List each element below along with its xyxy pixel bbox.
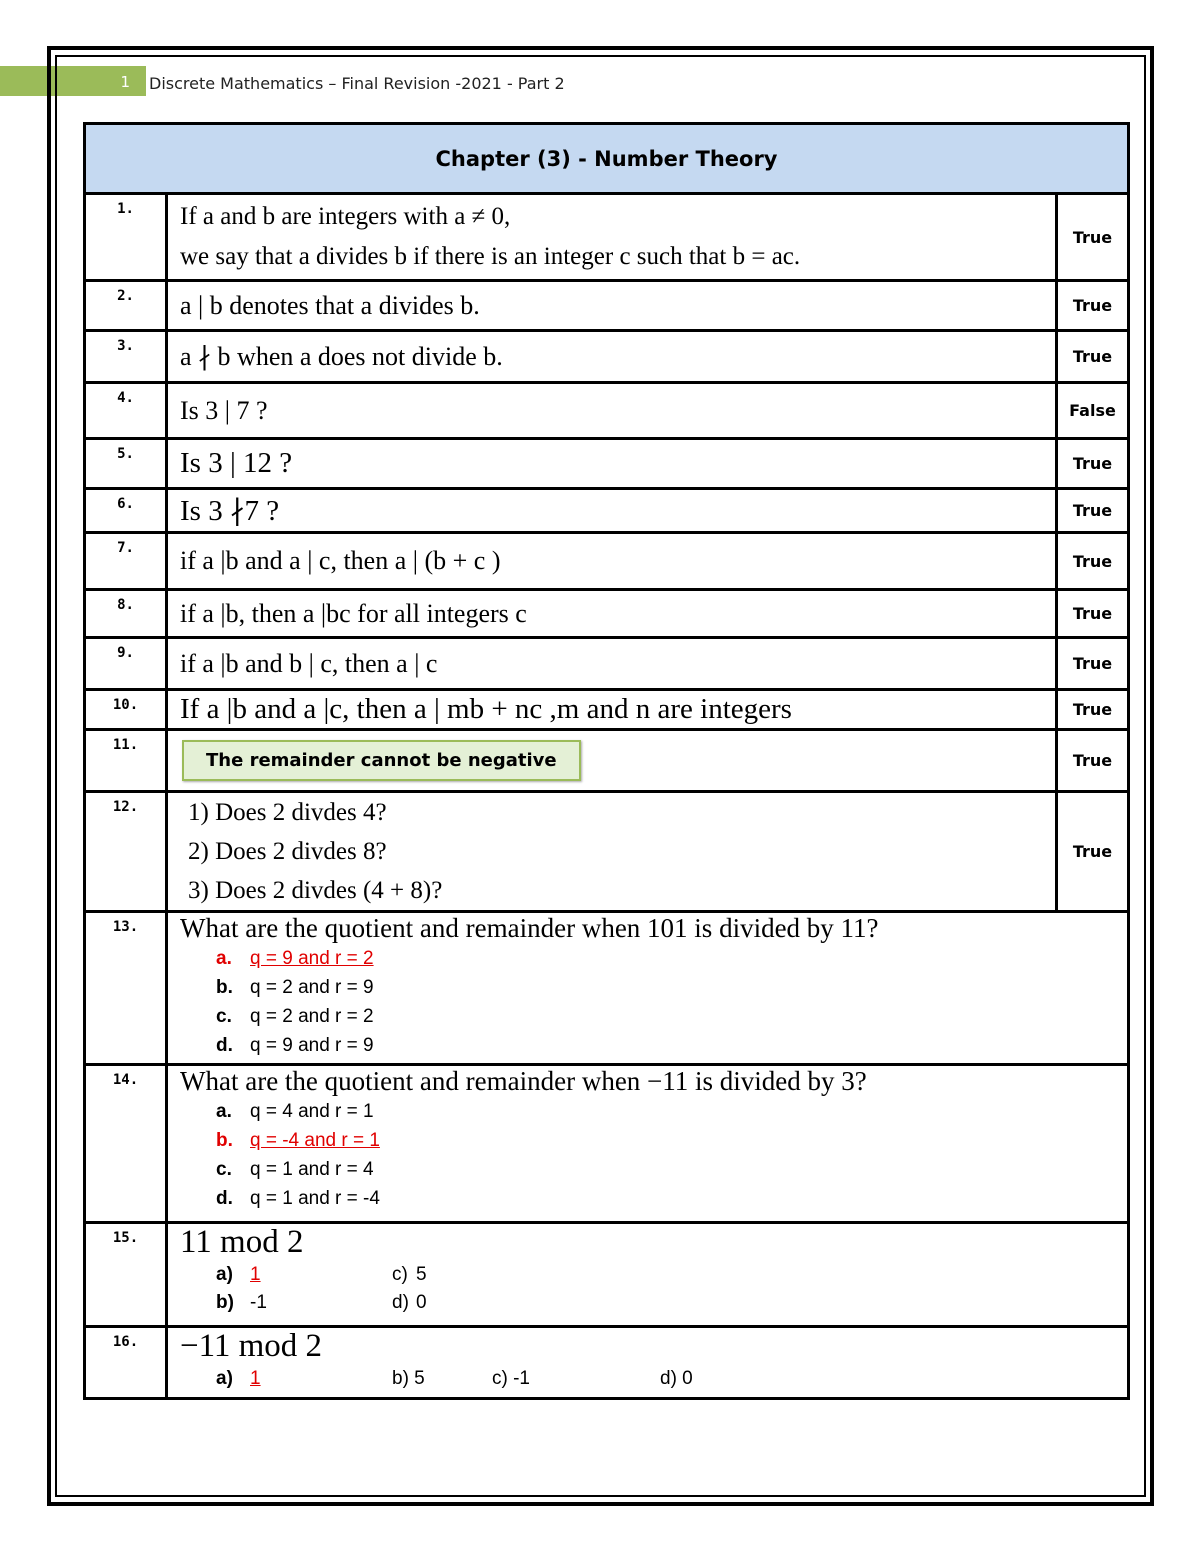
option-label: c): [392, 1264, 408, 1285]
answer-cell: False: [1057, 383, 1129, 439]
answer-cell: True: [1057, 194, 1129, 281]
answer-cell: True: [1057, 590, 1129, 638]
option-text: q = -4 and r = 1: [250, 1130, 380, 1151]
question-line: 3) Does 2 divdes (4 + 8)?: [188, 877, 443, 904]
question-line: 1) Does 2 divdes 4?: [188, 799, 387, 826]
option: [216, 1155, 1115, 1184]
page-number: 1: [120, 73, 130, 91]
row-number: 15.: [85, 1223, 167, 1327]
question-cell: [167, 792, 1057, 912]
options-row: [180, 1365, 1115, 1393]
answer-cell: True: [1057, 281, 1129, 331]
option-text: q = 4 and r = 1: [250, 1101, 374, 1122]
question-text: What are the quotient and remainder when −11 is divided by 3?: [180, 1066, 867, 1096]
table-row: [85, 730, 1129, 792]
row-number: 9.: [85, 638, 167, 690]
row-number: 3.: [85, 331, 167, 383]
option-label: c.: [216, 1006, 232, 1027]
remainder-note-box: The remainder cannot be negative: [182, 740, 581, 781]
table-row: [85, 194, 1129, 281]
row-number: 13.: [85, 912, 167, 1065]
option: [216, 1002, 1115, 1031]
option-label: a.: [216, 1101, 232, 1122]
option-label: d.: [216, 1035, 233, 1056]
question-text: if a |b, then a |bc for all integers c: [167, 590, 1057, 638]
option-text: c) -1: [492, 1368, 530, 1389]
option-label: a): [216, 1264, 233, 1285]
options-row: [216, 1261, 1115, 1289]
question-cell: [167, 1065, 1129, 1223]
table-row: [85, 912, 1129, 1065]
option-label: b): [216, 1292, 234, 1313]
option-text: 0: [416, 1292, 427, 1313]
question-cell: [167, 1327, 1129, 1399]
row-number: 10.: [85, 690, 167, 730]
row-number: 6.: [85, 489, 167, 533]
option-correct: [216, 1126, 1115, 1155]
option-text: q = 9 and r = 2: [250, 948, 374, 969]
table-row: [85, 439, 1129, 489]
option-label: a): [216, 1368, 233, 1389]
question-text: a ∤ b when a does not divide b.: [167, 331, 1057, 383]
question-cell: [167, 730, 1057, 792]
table-row: [85, 281, 1129, 331]
option-correct: 1: [250, 1264, 261, 1285]
option-text: 5: [416, 1264, 427, 1285]
table-row: [85, 383, 1129, 439]
answer-cell: True: [1057, 439, 1129, 489]
option-label: b.: [216, 1130, 233, 1151]
question-text: Is 3 | 12 ?: [167, 439, 1057, 489]
option: [216, 973, 1115, 1002]
question-cell: [167, 1223, 1129, 1327]
row-number: 5.: [85, 439, 167, 489]
question-text: if a |b and b | c, then a | c: [167, 638, 1057, 690]
table-row: [85, 590, 1129, 638]
option-correct: 1: [250, 1368, 261, 1389]
table-row: [85, 792, 1129, 912]
answer-cell: True: [1057, 792, 1129, 912]
question-line: If a and b are integers with a ≠ 0,: [180, 203, 511, 230]
row-number: 12.: [85, 792, 167, 912]
question-text: −11 mod 2: [180, 1328, 323, 1364]
option-label: b.: [216, 977, 233, 998]
option-text: -1: [250, 1292, 267, 1313]
table-row: [85, 533, 1129, 590]
options-row: [216, 1289, 1115, 1317]
question-cell: [167, 912, 1129, 1065]
option-label: a.: [216, 948, 232, 969]
option: [216, 1097, 1115, 1126]
option-text: d) 0: [660, 1368, 693, 1389]
row-number: 2.: [85, 281, 167, 331]
question-text: What are the quotient and remainder when 101 is divided by 11?: [180, 913, 879, 943]
row-number: 11.: [85, 730, 167, 792]
options-grid: [180, 1261, 1115, 1317]
option: [216, 1031, 1115, 1060]
table-row: [85, 690, 1129, 730]
answer-cell: True: [1057, 690, 1129, 730]
row-number: 14.: [85, 1065, 167, 1223]
question-text: Is 3 ∤7 ?: [167, 489, 1057, 533]
revision-table: [83, 122, 1130, 1400]
option-text: q = 1 and r = 4: [250, 1159, 374, 1180]
options-list: [180, 1097, 1115, 1213]
table-row: [85, 1223, 1129, 1327]
answer-cell: True: [1057, 489, 1129, 533]
question-line: 2) Does 2 divdes 8?: [188, 838, 387, 865]
question-text: if a |b and a | c, then a | (b + c ): [167, 533, 1057, 590]
row-number: 8.: [85, 590, 167, 638]
option-text: b) 5: [392, 1368, 425, 1389]
chapter-title: Chapter (3) - Number Theory: [85, 124, 1129, 194]
option-correct: [216, 944, 1115, 973]
option-label: d.: [216, 1188, 233, 1209]
answer-cell: True: [1057, 331, 1129, 383]
question-line: we say that a divides b if there is an integer c such that b = ac.: [180, 243, 801, 270]
row-number: 7.: [85, 533, 167, 590]
table-row: [85, 331, 1129, 383]
options-list: [180, 944, 1115, 1060]
table-row: [85, 1065, 1129, 1223]
question-text: a | b denotes that a divides b.: [167, 281, 1057, 331]
question-text: 11 mod 2: [180, 1224, 304, 1260]
option-text: q = 2 and r = 2: [250, 1006, 374, 1027]
document-header-title: Discrete Mathematics – Final Revision -2021 - Part 2: [149, 74, 565, 93]
answer-cell: True: [1057, 638, 1129, 690]
row-number: 4.: [85, 383, 167, 439]
question-cell: [167, 194, 1057, 281]
option-text: q = 1 and r = -4: [250, 1188, 380, 1209]
question-text: If a |b and a |c, then a | mb + nc ,m and n are integers: [167, 690, 1057, 730]
table-row: [85, 489, 1129, 533]
question-text: Is 3 | 7 ?: [167, 383, 1057, 439]
table-row: [85, 1327, 1129, 1399]
row-number: 16.: [85, 1327, 167, 1399]
table-row: [85, 638, 1129, 690]
option: [216, 1184, 1115, 1213]
option-label: c.: [216, 1159, 232, 1180]
option-text: q = 9 and r = 9: [250, 1035, 374, 1056]
answer-cell: True: [1057, 533, 1129, 590]
answer-cell: True: [1057, 730, 1129, 792]
row-number: 1.: [85, 194, 167, 281]
option-label: d): [392, 1292, 409, 1313]
option-text: q = 2 and r = 9: [250, 977, 374, 998]
